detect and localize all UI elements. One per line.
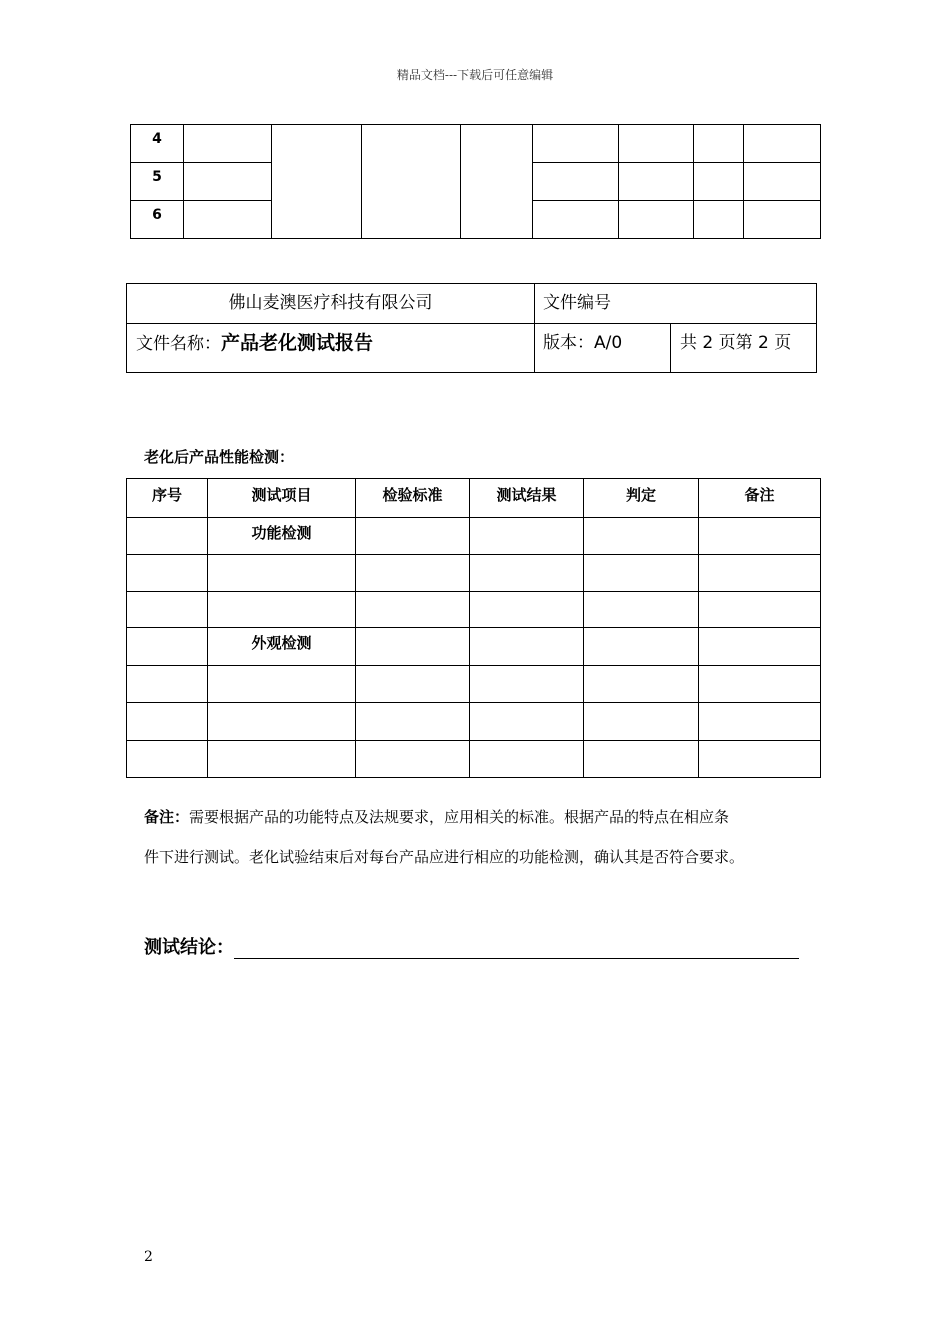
- table-row: [127, 518, 821, 555]
- merged-cell: [272, 125, 362, 239]
- column-header: 判定: [584, 479, 699, 518]
- company-name: 佛山麦澳医疗科技有限公司: [127, 284, 535, 324]
- table-row: [127, 741, 821, 778]
- table-cell: [533, 125, 619, 163]
- table-cell: [533, 201, 619, 239]
- row-number: 4: [131, 125, 184, 163]
- table-cell: [694, 163, 744, 201]
- group-label-function: 功能检测: [208, 518, 356, 555]
- table-row: [127, 666, 821, 703]
- table-row: [127, 628, 821, 666]
- column-header: 测试结果: [470, 479, 584, 518]
- conclusion-blank: [234, 940, 799, 959]
- column-header: 测试项目: [208, 479, 356, 518]
- table-cell: [744, 163, 821, 201]
- page-count: 共 2 页第 2 页: [671, 324, 817, 373]
- table-cell: [184, 125, 272, 163]
- conclusion-line: [144, 933, 799, 959]
- document-header-table: [126, 283, 817, 373]
- file-number-label: 文件编号: [535, 284, 817, 324]
- remarks-line-2: 件下进行测试。老化试验结束后对每台产品应进行相应的功能检测，确认其是否符合要求。: [144, 848, 745, 866]
- column-header: 备注: [699, 479, 821, 518]
- remarks-paragraph: [144, 797, 824, 877]
- performance-table: [126, 478, 821, 778]
- table-cell: [184, 163, 272, 201]
- table-row: [127, 555, 821, 592]
- file-name-label: 文件名称：: [136, 334, 221, 354]
- file-name-value: 产品老化测试报告: [221, 332, 374, 354]
- merged-cell: [362, 125, 461, 239]
- merged-cell: [461, 125, 533, 239]
- watermark-header: 精品文档---下载后可任意编辑: [396, 68, 554, 82]
- table-row: [127, 592, 821, 628]
- file-name-cell: [127, 324, 535, 373]
- table-cell: [184, 201, 272, 239]
- table-cell: [619, 125, 694, 163]
- table-cell: [533, 163, 619, 201]
- table-cell: [619, 163, 694, 201]
- table-cell: [744, 125, 821, 163]
- column-header: 序号: [127, 479, 208, 518]
- table-row: [131, 125, 821, 163]
- table-row: [127, 703, 821, 741]
- section-title: 老化后产品性能检测：: [144, 448, 295, 466]
- table-cell: [694, 125, 744, 163]
- page-number: 2: [144, 1249, 153, 1265]
- conclusion-label: 测试结论：: [144, 937, 234, 958]
- table-cell: [694, 201, 744, 239]
- row-number: 6: [131, 201, 184, 239]
- column-header: 检验标准: [356, 479, 470, 518]
- table-header-row: [127, 479, 821, 518]
- table-cell: [744, 201, 821, 239]
- row-number: 5: [131, 163, 184, 201]
- group-label-appearance: 外观检测: [208, 628, 356, 666]
- version-label: 版本：A/0: [535, 324, 671, 373]
- remarks-line-1: 需要根据产品的功能特点及法规要求，应用相关的标准。根据产品的特点在相应条: [189, 808, 730, 826]
- continued-test-table: [130, 124, 821, 239]
- table-cell: [619, 201, 694, 239]
- remarks-label: 备注：: [144, 808, 190, 826]
